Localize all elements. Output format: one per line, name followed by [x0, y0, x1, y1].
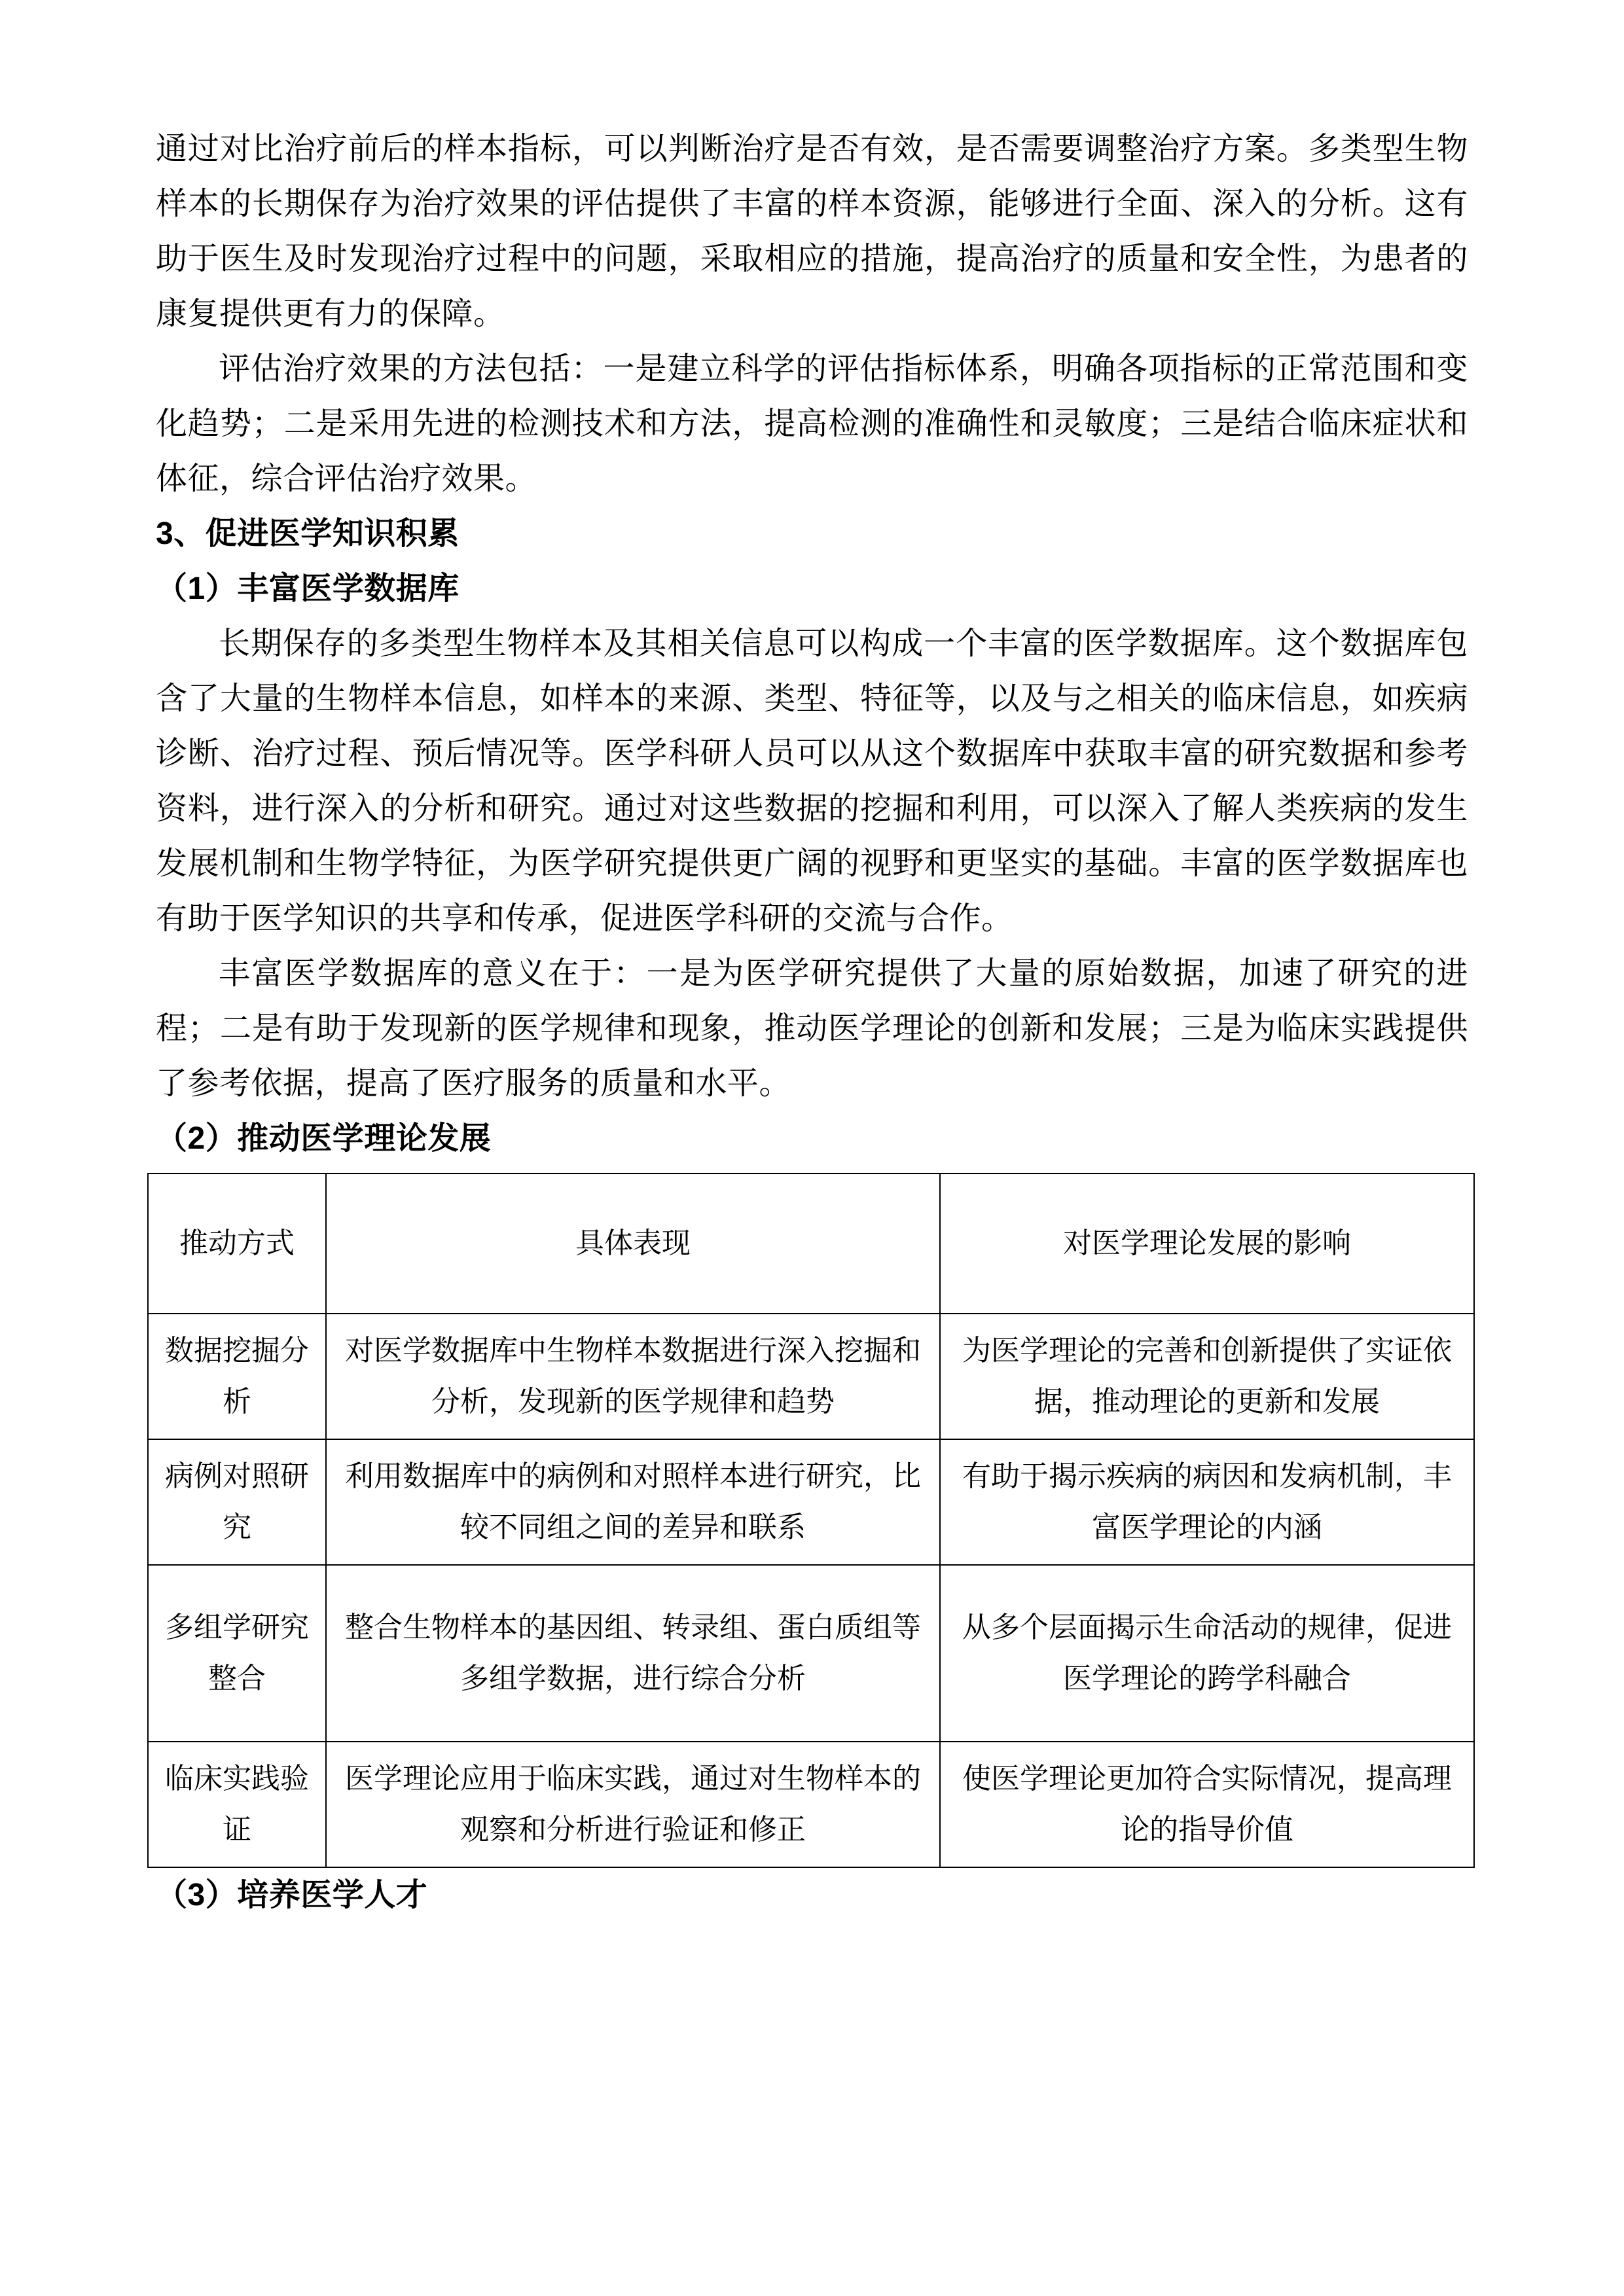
heading-subsection-3: （3）培养医学人才 — [156, 1878, 428, 1912]
heading-section-3: 3、促进医学知识积累 — [156, 516, 460, 551]
table-row — [148, 1314, 1474, 1439]
heading-subsection-1: （1）丰富医学数据库 — [156, 571, 460, 606]
table-header-method: 推动方式 — [148, 1174, 326, 1314]
cell-impact: 使医学理论更加符合实际情况，提高理论的指导价值 — [940, 1742, 1474, 1867]
cell-method: 临床实践验证 — [148, 1742, 326, 1867]
cell-impact: 为医学理论的完善和创新提供了实证依据，推动理论的更新和发展 — [940, 1314, 1474, 1439]
paragraph-evaluation-methods: 评估治疗效果的方法包括：一是建立科学的评估指标体系，明确各项指标的正常范围和变化趋势；二是采用先进的检测技术和方法，提高检测的准确性和灵敏度；三是结合临床症状和体征，综合评估治疗效果。 — [156, 351, 1468, 496]
cell-impact: 从多个层面揭示生命活动的规律，促进医学理论的跨学科融合 — [940, 1565, 1474, 1742]
heading-subsection-2: （2）推动医学理论发展 — [156, 1121, 492, 1156]
cell-method: 病例对照研究 — [148, 1439, 326, 1565]
page-content — [156, 122, 1468, 1923]
cell-method: 多组学研究整合 — [148, 1565, 326, 1742]
cell-manifestation: 利用数据库中的病例和对照样本进行研究，比较不同组之间的差异和联系 — [326, 1439, 940, 1565]
cell-manifestation: 对医学数据库中生物样本数据进行深入挖掘和分析，发现新的医学规律和趋势 — [326, 1314, 940, 1439]
medical-theory-development-table — [147, 1173, 1475, 1868]
cell-method: 数据挖掘分析 — [148, 1314, 326, 1439]
table-container — [147, 1173, 1473, 1868]
cell-manifestation: 整合生物样本的基因组、转录组、蛋白质组等多组学数据，进行综合分析 — [326, 1565, 940, 1742]
paragraph-treatment-effect: 通过对比治疗前后的样本指标，可以判断治疗是否有效，是否需要调整治疗方案。多类型生物样本的长期保存为治疗效果的评估提供了丰富的样本资源，能够进行全面、深入的分析。这有助于医生及时发现治疗过程中的问题，采取相应的措施，提高治疗的质量和安全性，为患者的康复提供更有力的保障。 — [156, 132, 1468, 331]
table-header-row — [148, 1174, 1474, 1314]
table-row — [148, 1565, 1474, 1742]
paragraph-database-significance: 丰富医学数据库的意义在于：一是为医学研究提供了大量的原始数据，加速了研究的进程；二是有助于发现新的医学规律和现象，推动医学理论的创新和发展；三是为临床实践提供了参考依据，提高了医疗服务的质量和水平。 — [156, 956, 1468, 1101]
cell-impact: 有助于揭示疾病的病因和发病机制，丰富医学理论的内涵 — [940, 1439, 1474, 1565]
paragraph-medical-database: 长期保存的多类型生物样本及其相关信息可以构成一个丰富的医学数据库。这个数据库包含了大量的生物样本信息，如样本的来源、类型、特征等，以及与之相关的临床信息，如疾病诊断、治疗过程、预后情况等。医学科研人员可以从这个数据库中获取丰富的研究数据和参考资料，进行深入的分析和研究。通过对这些数据的挖掘和利用，可以深入了解人类疾病的发生发展机制和生物学特征，为医学研究提供更广阔的视野和更坚实的基础。丰富的医学数据库也有助于医学知识的共享和传承，促进医学科研的交流与合作。 — [156, 626, 1468, 936]
cell-manifestation: 医学理论应用于临床实践，通过对生物样本的观察和分析进行验证和修正 — [326, 1742, 940, 1867]
table-row — [148, 1742, 1474, 1867]
table-row — [148, 1439, 1474, 1565]
table-header-manifestation: 具体表现 — [326, 1174, 940, 1314]
table-header-impact: 对医学理论发展的影响 — [940, 1174, 1474, 1314]
